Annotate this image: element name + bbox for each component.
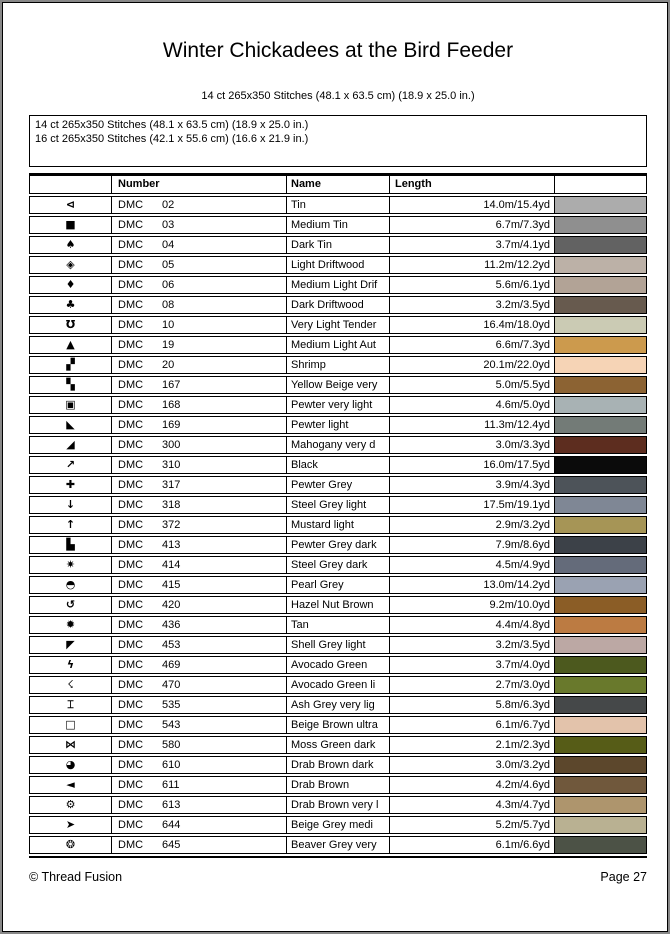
thread-number-cell <box>112 497 287 513</box>
size-info-line-16ct: 16 ct 265x350 Stitches (42.1 x 55.6 cm) (16.6 x 21.9 in.) <box>35 132 309 145</box>
thread-key-table <box>29 173 647 858</box>
color-swatch <box>555 477 646 493</box>
thread-brand: DMC <box>118 819 144 831</box>
thread-number: 168 <box>162 399 181 411</box>
thread-brand: DMC <box>118 679 144 691</box>
thread-brand: DMC <box>118 759 144 771</box>
color-swatch <box>555 777 646 793</box>
copyright-text: © Thread Fusion <box>29 870 123 884</box>
thread-number: 167 <box>162 379 181 391</box>
thread-length: 4.2m/4.6yd <box>390 777 555 793</box>
table-row <box>29 456 647 474</box>
stitch-symbol: ◕ <box>30 757 112 773</box>
thread-brand: DMC <box>118 519 144 531</box>
stitch-symbol: ■ <box>30 217 112 233</box>
thread-number-cell <box>112 637 287 653</box>
thread-length: 3.9m/4.3yd <box>390 477 555 493</box>
thread-brand: DMC <box>118 479 144 491</box>
thread-number-cell <box>112 277 287 293</box>
thread-name: Very Light Tender <box>287 317 390 333</box>
color-swatch <box>555 677 646 693</box>
thread-number-cell <box>112 817 287 833</box>
color-swatch <box>555 697 646 713</box>
thread-name: Black <box>287 457 390 473</box>
color-swatch <box>555 357 646 373</box>
thread-number-cell <box>112 697 287 713</box>
table-bottom-border <box>29 856 647 858</box>
thread-number: 169 <box>162 419 181 431</box>
thread-number: 613 <box>162 799 181 811</box>
thread-number-cell <box>112 517 287 533</box>
thread-number-cell <box>112 477 287 493</box>
thread-number: 644 <box>162 819 181 831</box>
thread-name: Drab Brown <box>287 777 390 793</box>
thread-number-cell <box>112 557 287 573</box>
stitch-symbol: ◤ <box>30 637 112 653</box>
thread-brand: DMC <box>118 559 144 571</box>
thread-length: 14.0m/15.4yd <box>390 197 555 213</box>
thread-number: 19 <box>162 339 175 351</box>
table-row <box>29 316 647 334</box>
thread-brand: DMC <box>118 259 144 271</box>
table-header-row <box>29 173 647 194</box>
thread-number: 415 <box>162 579 181 591</box>
thread-length: 5.2m/5.7yd <box>390 817 555 833</box>
thread-name: Pearl Grey <box>287 577 390 593</box>
thread-number-cell <box>112 677 287 693</box>
thread-brand: DMC <box>118 499 144 511</box>
thread-length: 2.9m/3.2yd <box>390 517 555 533</box>
thread-number: 580 <box>162 739 181 751</box>
thread-number: 469 <box>162 659 181 671</box>
color-swatch <box>555 837 646 853</box>
thread-brand: DMC <box>118 799 144 811</box>
pattern-key-page <box>2 2 668 932</box>
thread-brand: DMC <box>118 619 144 631</box>
stitch-symbol: ⚙ <box>30 797 112 813</box>
thread-name: Hazel Nut Brown <box>287 597 390 613</box>
color-swatch <box>555 237 646 253</box>
color-swatch <box>555 417 646 433</box>
table-row <box>29 196 647 214</box>
thread-number: 300 <box>162 439 181 451</box>
color-swatch <box>555 317 646 333</box>
stitch-symbol: ✚ <box>30 477 112 493</box>
stitch-count-subtitle: 14 ct 265x350 Stitches (48.1 x 63.5 cm) (18.9 x 25.0 in.) <box>201 90 475 102</box>
thread-number-cell <box>112 597 287 613</box>
thread-name: Medium Light Drif <box>287 277 390 293</box>
table-row <box>29 836 647 854</box>
column-header-name: Name <box>287 176 390 193</box>
column-header-length: Length <box>390 176 555 193</box>
thread-number-cell <box>112 297 287 313</box>
page-title: Winter Chickadees at the Bird Feeder <box>162 39 514 62</box>
thread-number-cell <box>112 457 287 473</box>
stitch-symbol: ◣ <box>30 417 112 433</box>
thread-name: Shrimp <box>287 357 390 373</box>
thread-length: 5.0m/5.5yd <box>390 377 555 393</box>
thread-brand: DMC <box>118 279 144 291</box>
table-row <box>29 696 647 714</box>
table-row <box>29 656 647 674</box>
thread-number-cell <box>112 657 287 673</box>
thread-number: 543 <box>162 719 181 731</box>
thread-number-cell <box>112 737 287 753</box>
table-row <box>29 236 647 254</box>
table-row <box>29 556 647 574</box>
thread-length: 3.0m/3.2yd <box>390 757 555 773</box>
thread-name: Dark Driftwood <box>287 297 390 313</box>
stitch-symbol: ⌶ <box>30 697 112 713</box>
thread-length: 13.0m/14.2yd <box>390 577 555 593</box>
thread-length: 3.2m/3.5yd <box>390 637 555 653</box>
stitch-symbol: ◢ <box>30 437 112 453</box>
stitch-symbol: ♦ <box>30 277 112 293</box>
color-swatch <box>555 257 646 273</box>
table-row <box>29 816 647 834</box>
stitch-symbol: ◄ <box>30 777 112 793</box>
thread-number: 02 <box>162 199 175 211</box>
color-swatch <box>555 537 646 553</box>
table-row <box>29 496 647 514</box>
thread-number: 08 <box>162 299 175 311</box>
thread-number: 645 <box>162 839 181 851</box>
thread-name: Steel Grey light <box>287 497 390 513</box>
thread-name: Mustard light <box>287 517 390 533</box>
table-row <box>29 216 647 234</box>
thread-number-cell <box>112 577 287 593</box>
color-swatch <box>555 637 646 653</box>
thread-brand: DMC <box>118 399 144 411</box>
thread-name: Pewter Grey dark <box>287 537 390 553</box>
stitch-symbol: ↺ <box>30 597 112 613</box>
thread-length: 11.2m/12.2yd <box>390 257 555 273</box>
color-swatch <box>555 437 646 453</box>
stitch-symbol: ▣ <box>30 397 112 413</box>
thread-name: Light Driftwood <box>287 257 390 273</box>
table-row <box>29 416 647 434</box>
color-swatch <box>555 337 646 353</box>
thread-number-cell <box>112 837 287 853</box>
stitch-symbol: ↗ <box>30 457 112 473</box>
thread-length: 6.1m/6.7yd <box>390 717 555 733</box>
column-header-color <box>555 176 646 192</box>
stitch-symbol: ▲ <box>30 337 112 353</box>
thread-name: Pewter Grey <box>287 477 390 493</box>
thread-name: Mahogany very d <box>287 437 390 453</box>
thread-name: Tan <box>287 617 390 633</box>
table-row <box>29 736 647 754</box>
table-row <box>29 716 647 734</box>
thread-length: 20.1m/22.0yd <box>390 357 555 373</box>
color-swatch <box>555 457 646 473</box>
color-swatch <box>555 397 646 413</box>
thread-number: 436 <box>162 619 181 631</box>
thread-length: 17.5m/19.1yd <box>390 497 555 513</box>
stitch-symbol: ☇ <box>30 677 112 693</box>
thread-number: 03 <box>162 219 175 231</box>
stitch-symbol: ❂ <box>30 837 112 853</box>
color-swatch <box>555 657 646 673</box>
thread-length: 7.9m/8.6yd <box>390 537 555 553</box>
thread-number-cell <box>112 197 287 213</box>
thread-name: Beige Grey medi <box>287 817 390 833</box>
thread-number-cell <box>112 757 287 773</box>
thread-brand: DMC <box>118 599 144 611</box>
color-swatch <box>555 717 646 733</box>
thread-number-cell <box>112 417 287 433</box>
thread-brand: DMC <box>118 539 144 551</box>
thread-number: 453 <box>162 639 181 651</box>
table-row <box>29 256 647 274</box>
thread-number: 535 <box>162 699 181 711</box>
stitch-symbol: ♠ <box>30 237 112 253</box>
table-row <box>29 356 647 374</box>
thread-number-cell <box>112 797 287 813</box>
thread-length: 4.5m/4.9yd <box>390 557 555 573</box>
page-number: Page 27 <box>600 870 647 884</box>
stitch-symbol: ➤ <box>30 817 112 833</box>
thread-name: Shell Grey light <box>287 637 390 653</box>
thread-number: 317 <box>162 479 181 491</box>
column-header-symbol <box>30 176 112 193</box>
thread-name: Yellow Beige very <box>287 377 390 393</box>
thread-brand: DMC <box>118 459 144 471</box>
thread-length: 3.2m/3.5yd <box>390 297 555 313</box>
thread-brand: DMC <box>118 739 144 751</box>
thread-name: Medium Light Aut <box>287 337 390 353</box>
thread-length: 3.7m/4.0yd <box>390 657 555 673</box>
color-swatch <box>555 377 646 393</box>
thread-name: Ash Grey very lig <box>287 697 390 713</box>
table-row <box>29 756 647 774</box>
thread-name: Avocado Green <box>287 657 390 673</box>
thread-length: 16.0m/17.5yd <box>390 457 555 473</box>
thread-brand: DMC <box>118 219 144 231</box>
thread-number-cell <box>112 337 287 353</box>
thread-name: Beaver Grey very <box>287 837 390 853</box>
thread-brand: DMC <box>118 199 144 211</box>
stitch-symbol: ♣ <box>30 297 112 313</box>
color-swatch <box>555 737 646 753</box>
thread-number: 05 <box>162 259 175 271</box>
thread-number: 611 <box>162 779 180 791</box>
column-header-number: Number <box>112 176 287 193</box>
stitch-symbol: ◈ <box>30 257 112 273</box>
table-row <box>29 336 647 354</box>
table-row <box>29 636 647 654</box>
stitch-symbol: ▙ <box>30 537 112 553</box>
stitch-symbol: ⊲ <box>30 197 112 213</box>
thread-number: 20 <box>162 359 175 371</box>
color-swatch <box>555 197 646 213</box>
color-swatch <box>555 757 646 773</box>
stitch-symbol: ℧ <box>30 317 112 333</box>
thread-number: 10 <box>162 319 175 331</box>
thread-brand: DMC <box>118 319 144 331</box>
table-row <box>29 596 647 614</box>
color-swatch <box>555 577 646 593</box>
color-swatch <box>555 617 646 633</box>
thread-length: 4.3m/4.7yd <box>390 797 555 813</box>
thread-name: Dark Tin <box>287 237 390 253</box>
thread-number: 414 <box>162 559 181 571</box>
thread-length: 5.8m/6.3yd <box>390 697 555 713</box>
color-swatch <box>555 217 646 233</box>
size-info-line-14ct: 14 ct 265x350 Stitches (48.1 x 63.5 cm) (18.9 x 25.0 in.) <box>35 119 309 131</box>
thread-length: 2.7m/3.0yd <box>390 677 555 693</box>
thread-brand: DMC <box>118 299 144 311</box>
stitch-symbol: ↑ <box>30 517 112 533</box>
thread-number: 610 <box>162 759 181 771</box>
thread-length: 6.1m/6.6yd <box>390 837 555 853</box>
stitch-symbol: ↓ <box>30 497 112 513</box>
thread-number-cell <box>112 257 287 273</box>
table-row <box>29 576 647 594</box>
thread-number-cell <box>112 237 287 253</box>
thread-number: 420 <box>162 599 181 611</box>
thread-length: 6.7m/7.3yd <box>390 217 555 233</box>
color-swatch <box>555 297 646 313</box>
thread-brand: DMC <box>118 639 144 651</box>
page-footer <box>29 870 647 884</box>
thread-number: 06 <box>162 279 175 291</box>
table-body <box>29 196 647 854</box>
thread-name: Tin <box>287 197 390 213</box>
thread-number: 04 <box>162 239 175 251</box>
thread-name: Drab Brown dark <box>287 757 390 773</box>
thread-number-cell <box>112 537 287 553</box>
table-row <box>29 676 647 694</box>
stitch-symbol: ◓ <box>30 577 112 593</box>
color-swatch <box>555 277 646 293</box>
thread-number-cell <box>112 437 287 453</box>
table-row <box>29 516 647 534</box>
stitch-symbol: ⋈ <box>30 737 112 753</box>
thread-length: 5.6m/6.1yd <box>390 277 555 293</box>
table-row <box>29 616 647 634</box>
table-row <box>29 436 647 454</box>
thread-length: 11.3m/12.4yd <box>390 417 555 433</box>
thread-number-cell <box>112 717 287 733</box>
color-swatch <box>555 597 646 613</box>
thread-brand: DMC <box>118 339 144 351</box>
color-swatch <box>555 797 646 813</box>
table-row <box>29 376 647 394</box>
thread-length: 3.7m/4.1yd <box>390 237 555 253</box>
table-row <box>29 536 647 554</box>
thread-brand: DMC <box>118 439 144 451</box>
color-swatch <box>555 517 646 533</box>
thread-name: Drab Brown very l <box>287 797 390 813</box>
stitch-symbol: ✹ <box>30 617 112 633</box>
thread-brand: DMC <box>118 239 144 251</box>
table-row <box>29 396 647 414</box>
thread-number-cell <box>112 357 287 373</box>
thread-name: Avocado Green li <box>287 677 390 693</box>
table-row <box>29 796 647 814</box>
stitch-symbol: ϟ <box>30 657 112 673</box>
thread-brand: DMC <box>118 699 144 711</box>
thread-name: Steel Grey dark <box>287 557 390 573</box>
thread-length: 3.0m/3.3yd <box>390 437 555 453</box>
thread-brand: DMC <box>118 419 144 431</box>
thread-number-cell <box>112 777 287 793</box>
thread-brand: DMC <box>118 579 144 591</box>
thread-number-cell <box>112 377 287 393</box>
thread-brand: DMC <box>118 379 144 391</box>
color-swatch <box>555 497 646 513</box>
table-row <box>29 276 647 294</box>
thread-name: Pewter very light <box>287 397 390 413</box>
thread-number-cell <box>112 217 287 233</box>
thread-number-cell <box>112 617 287 633</box>
thread-number: 470 <box>162 679 181 691</box>
thread-length: 6.6m/7.3yd <box>390 337 555 353</box>
thread-number: 310 <box>162 459 181 471</box>
stitch-symbol: ▚ <box>30 377 112 393</box>
thread-name: Medium Tin <box>287 217 390 233</box>
thread-length: 16.4m/18.0yd <box>390 317 555 333</box>
thread-number-cell <box>112 317 287 333</box>
color-swatch <box>555 557 646 573</box>
thread-brand: DMC <box>118 719 144 731</box>
thread-brand: DMC <box>118 779 144 791</box>
thread-name: Beige Brown ultra <box>287 717 390 733</box>
thread-name: Moss Green dark <box>287 737 390 753</box>
thread-length: 2.1m/2.3yd <box>390 737 555 753</box>
stitch-symbol: □ <box>30 717 112 733</box>
color-swatch <box>555 817 646 833</box>
thread-name: Pewter light <box>287 417 390 433</box>
thread-brand: DMC <box>118 359 144 371</box>
thread-length: 4.4m/4.8yd <box>390 617 555 633</box>
thread-brand: DMC <box>118 659 144 671</box>
thread-length: 4.6m/5.0yd <box>390 397 555 413</box>
thread-number: 372 <box>162 519 181 531</box>
thread-number: 318 <box>162 499 181 511</box>
thread-number: 413 <box>162 539 181 551</box>
thread-number-cell <box>112 397 287 413</box>
thread-length: 9.2m/10.0yd <box>390 597 555 613</box>
table-row <box>29 776 647 794</box>
table-row <box>29 296 647 314</box>
fabric-size-info-box <box>29 115 647 167</box>
stitch-symbol: ✷ <box>30 557 112 573</box>
thread-brand: DMC <box>118 839 144 851</box>
stitch-symbol: ▞ <box>30 357 112 373</box>
table-row <box>29 476 647 494</box>
